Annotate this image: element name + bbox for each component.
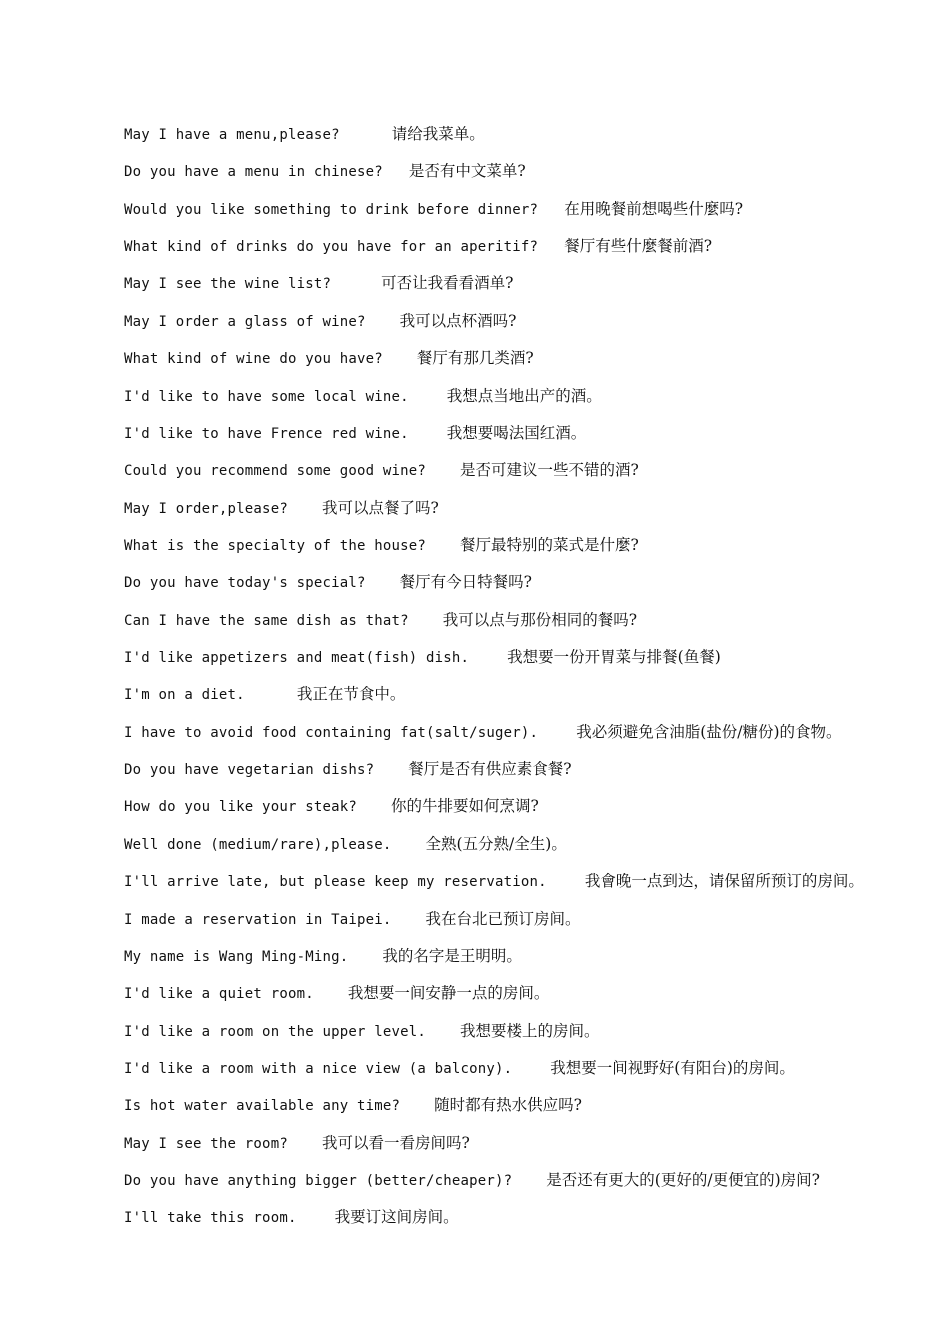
phrase-row: [124, 682, 924, 719]
english-phrase: I made a reservation in Taipei.: [124, 911, 392, 928]
chinese-translation: 请给我菜单。: [391, 125, 485, 143]
chinese-translation: 是否还有更大的(更好的/更便宜的)房间?: [546, 1171, 820, 1190]
chinese-translation: 可否让我看看酒单?: [381, 274, 514, 293]
phrase-row: [124, 757, 924, 794]
phrase-row: [124, 197, 924, 234]
chinese-translation: 我要订这间房间。: [334, 1208, 459, 1227]
english-phrase: I'll arrive late, but please keep my reservation.: [124, 874, 547, 891]
english-phrase: Is hot water available any time?: [124, 1098, 401, 1115]
phrase-row: [124, 570, 924, 607]
phrase-row: [124, 1056, 924, 1093]
chinese-translation: 我想要一间安静一点的房间。: [347, 984, 550, 1003]
phrase-list: [124, 122, 924, 1243]
english-phrase: I'd like to have Frence red wine.: [124, 425, 409, 442]
english-phrase: May I see the wine list?: [124, 276, 332, 293]
phrase-row: [124, 271, 924, 308]
english-phrase: I'd like a room on the upper level.: [124, 1023, 427, 1040]
chinese-translation: 我會晚一点到达，请保留所预订的房间。: [584, 872, 864, 891]
phrase-row: [124, 794, 924, 831]
english-phrase: I'd like to have some local wine.: [124, 388, 409, 405]
chinese-translation: 我正在节食中。: [296, 685, 406, 704]
english-phrase: May I have a menu,please?: [124, 127, 340, 143]
phrase-row: [124, 384, 924, 421]
english-phrase: My name is Wang Ming-Ming.: [124, 948, 349, 965]
chinese-translation: 我的名字是王明明。: [382, 946, 522, 965]
english-phrase: I'd like a room with a nice view (a balcony).: [124, 1060, 513, 1077]
chinese-translation: 我想要喝法国红酒。: [446, 423, 587, 442]
phrase-row: [124, 907, 924, 944]
english-phrase: I'd like appetizers and meat(fish) dish.: [124, 650, 470, 667]
chinese-translation: 在用晚餐前想喝些什麼吗?: [564, 199, 743, 218]
english-phrase: Do you have vegetarian dishs?: [124, 762, 375, 779]
chinese-translation: 是否有中文菜单?: [408, 162, 526, 181]
chinese-translation: 餐厅有那几类酒?: [416, 349, 534, 368]
english-phrase: How do you like your steak?: [124, 799, 357, 816]
chinese-translation: 我想要楼上的房间。: [460, 1021, 600, 1040]
chinese-translation: 我可以点餐了吗?: [321, 498, 439, 517]
phrase-row: [124, 1019, 924, 1056]
phrase-row: [124, 234, 924, 271]
english-phrase: Well done (medium/rare),please.: [124, 836, 392, 853]
english-phrase: Would you like something to drink before dinner?: [124, 201, 539, 218]
english-phrase: What is the specialty of the house?: [124, 537, 427, 554]
english-phrase: Can I have the same dish as that?: [124, 612, 409, 629]
phrase-row: [124, 496, 924, 533]
chinese-translation: 随时都有热水供应吗?: [434, 1096, 582, 1115]
chinese-translation: 我可以点与那份相同的餐吗?: [442, 610, 638, 629]
phrase-row: [124, 1168, 924, 1205]
chinese-translation: 我可以点杯酒吗?: [399, 311, 517, 330]
phrase-row: [124, 122, 924, 159]
chinese-translation: 你的牛排要如何烹调?: [390, 797, 539, 816]
phrase-row: [124, 533, 924, 570]
phrase-row: [124, 944, 924, 981]
phrase-row: [124, 1205, 924, 1242]
chinese-translation: 是否可建议一些不错的酒?: [460, 461, 639, 480]
chinese-translation: 我必须避免含油脂(盐份/糖份)的食物。: [576, 722, 842, 741]
phrase-row: [124, 458, 924, 495]
chinese-translation: 餐厅最特别的菜式是什麼?: [460, 535, 639, 554]
english-phrase: Do you have a menu in chinese?: [124, 164, 383, 181]
phrase-row: [124, 608, 924, 645]
english-phrase: I have to avoid food containing fat(salt/suger).: [124, 724, 539, 741]
phrase-row: [124, 309, 924, 346]
english-phrase: Could you recommend some good wine?: [124, 463, 427, 480]
english-phrase: What kind of wine do you have?: [124, 351, 383, 368]
phrase-row: [124, 1131, 924, 1168]
phrase-row: [124, 869, 924, 906]
phrase-row: [124, 421, 924, 458]
phrase-row: [124, 1093, 924, 1130]
chinese-translation: 餐厅有些什麼餐前酒?: [564, 237, 712, 256]
chinese-translation: 我可以看一看房间吗?: [321, 1133, 470, 1152]
english-phrase: I'd like a quiet room.: [124, 986, 314, 1003]
phrase-row: [124, 981, 924, 1018]
english-phrase: Do you have anything bigger (better/cheaper)?: [124, 1173, 513, 1190]
phrase-row: [124, 832, 924, 869]
chinese-translation: 餐厅是否有供应素食餐?: [408, 760, 572, 779]
chinese-translation: 我想要一间视野好(有阳台)的房间。: [550, 1058, 795, 1077]
english-phrase: May I order a glass of wine?: [124, 313, 366, 330]
chinese-translation: 餐厅有今日特餐吗?: [399, 573, 532, 592]
phrase-row: [124, 159, 924, 196]
chinese-translation: 全熟(五分熟/全生)。: [425, 834, 567, 853]
english-phrase: What kind of drinks do you have for an aperitif?: [124, 239, 539, 256]
english-phrase: May I see the room?: [124, 1135, 288, 1152]
chinese-translation: 我想要一份开胃菜与排餐(鱼餐): [507, 648, 721, 667]
phrase-row: [124, 346, 924, 383]
phrase-row: [124, 645, 924, 682]
chinese-translation: 我在台北已预订房间。: [425, 909, 581, 928]
phrase-row: [124, 720, 924, 757]
english-phrase: May I order,please?: [124, 500, 288, 517]
english-phrase: Do you have today's special?: [124, 575, 366, 592]
chinese-translation: 我想点当地出产的酒。: [446, 386, 602, 405]
english-phrase: I'll take this room.: [124, 1210, 297, 1227]
english-phrase: I'm on a diet.: [124, 687, 245, 704]
